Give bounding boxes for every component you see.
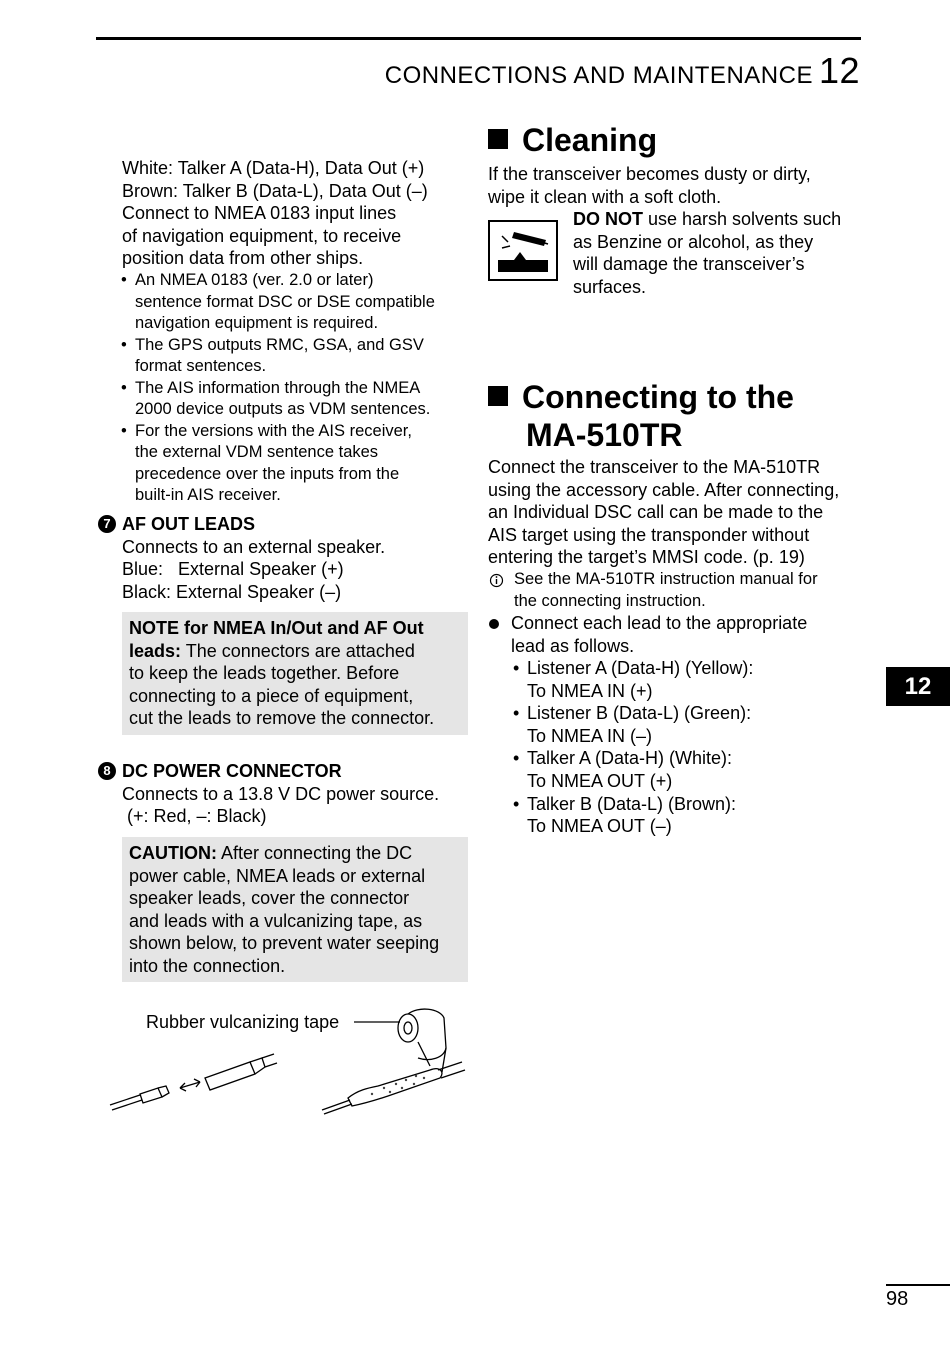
text-line: Brown: Talker B (Data-L), Data Out (–)	[122, 180, 428, 201]
header-title: CONNECTIONS AND MAINTENANCE	[384, 62, 813, 89]
footer-rule	[886, 1284, 950, 1286]
text-line: Blue: External Speaker (+)	[122, 559, 344, 580]
text-line: position data from other ships.	[122, 248, 364, 269]
list-item: • The AIS information through the NMEA 2000 device outputs as VDM sentences.	[121, 378, 431, 418]
list-item: • Listener A (Data-H) (Yellow): To NMEA IN (+)	[513, 658, 754, 701]
connecting-text: Connect the transceiver to the MA-510TR using the accessory cable. After connecting, an Individual DSC call can be made to the AIS target using the transponder without entering the target’s MMSI code. (p. 19)	[488, 457, 840, 568]
solvent-warning-icon	[488, 220, 558, 281]
section-square-icon	[488, 386, 508, 406]
item-number-badge: 8	[98, 762, 116, 780]
cleaning-warning: DO NOT use harsh solvents such as Benzine or alcohol, as they will damage the transceiver’s surfaces.	[573, 209, 842, 297]
info-note: See the MA-510TR instruction manual for the connecting instruction.	[488, 569, 818, 612]
chapter-number: 12	[818, 50, 860, 91]
text-line: White: Talker A (Data-H), Data Out (+)	[122, 158, 425, 178]
dc-power-section	[103, 760, 440, 828]
af-out-section	[103, 513, 386, 603]
list-item: • The GPS outputs RMC, GSA, and GSV format sentences.	[121, 335, 424, 375]
list-item: • Talker B (Data-L) (Brown): To NMEA OUT (–)	[513, 793, 737, 837]
text-line: of navigation equipment, to receive	[122, 225, 402, 246]
caution-heading: CAUTION:	[129, 843, 217, 863]
page-header	[385, 50, 860, 92]
af-out-title: AF OUT LEADS	[122, 514, 255, 534]
note-heading-cont: leads:	[129, 640, 182, 661]
list-item: • An NMEA 0183 (ver. 2.0 or later) sentence format DSC or DSE compatible navigation equipment is required.	[121, 271, 435, 332]
nmea-description	[122, 157, 428, 270]
caution-box: CAUTION: After connecting the DC power cable, NMEA leads or external speaker leads, cover the connector and leads with a vulcanizing tape, as shown below, to prevent water seeping into the connection.	[122, 837, 468, 982]
header-rule	[96, 37, 861, 40]
connecting-heading: Connecting to the MA-510TR	[488, 378, 794, 454]
item-number-badge: 7	[98, 515, 116, 533]
page-number: 98	[886, 1288, 909, 1310]
lead-mapping-list	[513, 657, 754, 838]
cleaning-text: If the transceiver becomes dusty or dirty, wipe it clean with a soft cloth.	[488, 164, 811, 207]
text-line: Connects to a 13.8 V DC power source.	[122, 783, 440, 804]
section-square-icon	[488, 129, 508, 149]
do-not-label: DO NOT	[573, 209, 643, 229]
cleaning-heading: Cleaning	[488, 121, 657, 159]
note-box: NOTE for NMEA In/Out and AF Out leads: The connectors are attached to keep the leads together. Before connecting to a piece of equipment, cut the leads to remove the connector.	[122, 612, 468, 735]
text-line: Black: External Speaker (–)	[122, 581, 342, 602]
vulcanizing-tape-illustration	[100, 1000, 480, 1125]
list-item: • Listener B (Data-L) (Green): To NMEA IN (–)	[513, 703, 752, 746]
connect-leads-bullet: Connect each lead to the appropriate lead as follows.	[488, 612, 807, 657]
figure-label: Rubber vulcanizing tape	[146, 1012, 340, 1032]
note-heading: NOTE for NMEA In/Out and AF Out	[129, 618, 424, 638]
text-line: Connects to an external speaker.	[122, 536, 386, 557]
text-line: Connect to NMEA 0183 input lines	[122, 203, 397, 224]
info-icon	[489, 573, 504, 588]
dc-power-title: DC POWER CONNECTOR	[122, 761, 342, 781]
list-item: • Talker A (Data-H) (White): To NMEA OUT (+)	[513, 748, 733, 791]
nmea-bullet-list	[121, 270, 435, 507]
bullet-dot-icon	[489, 619, 499, 629]
chapter-tab[interactable]: 12	[886, 667, 950, 706]
list-item: • For the versions with the AIS receiver, the external VDM sentence takes precedence over the inputs from the built-in AIS receiver.	[121, 421, 412, 504]
text-line: (+: Red, –: Black)	[122, 806, 267, 827]
